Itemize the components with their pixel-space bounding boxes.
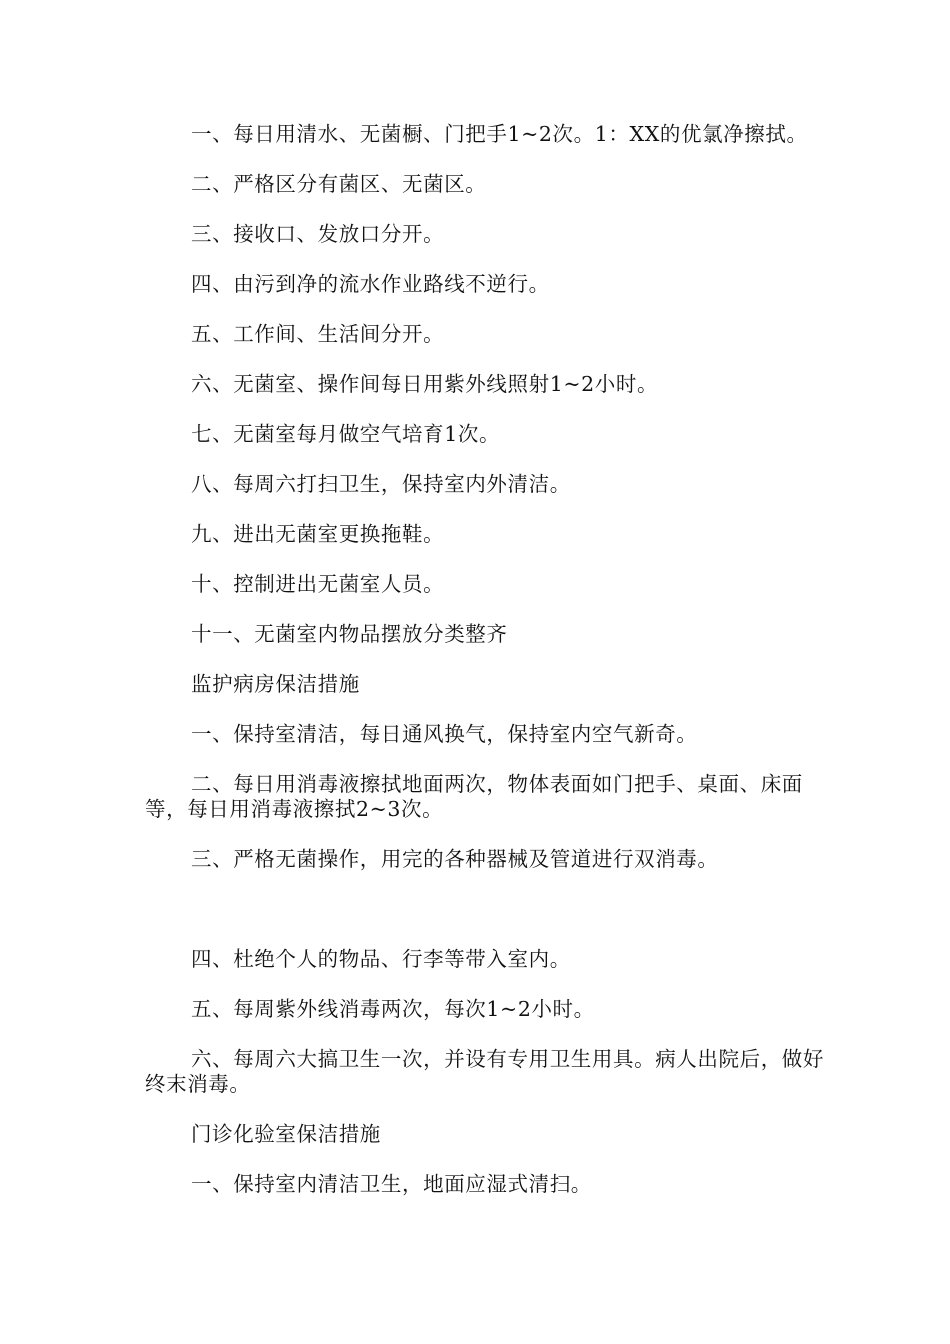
paragraph-1: 一、每日用清水、无菌橱、门把手1~2次。1：XX的优氯净擦拭。 — [191, 122, 808, 146]
section-heading-icu: 监护病房保洁措施 — [191, 672, 360, 696]
paragraph-2: 二、严格区分有菌区、无菌区。 — [191, 172, 487, 196]
paragraph-3: 三、接收口、发放口分开。 — [191, 222, 445, 246]
paragraph-16: 五、每周紫外线消毒两次，每次1~2小时。 — [191, 997, 595, 1021]
paragraph-6: 六、无菌室、操作间每日用紫外线照射1~2小时。 — [191, 372, 659, 396]
paragraph-4: 四、由污到净的流水作业路线不逆行。 — [191, 272, 550, 296]
paragraph-9: 九、进出无菌室更换拖鞋。 — [191, 522, 445, 546]
paragraph-12: 一、保持室清洁，每日通风换气，保持室内空气新奇。 — [191, 722, 698, 746]
paragraph-8: 八、每周六打扫卫生，保持室内外清洁。 — [191, 472, 571, 496]
document-body — [145, 122, 835, 1197]
paragraph-7: 七、无菌室每月做空气培育1次。 — [191, 422, 501, 446]
paragraph-15: 四、杜绝个人的物品、行李等带入室内。 — [191, 947, 571, 971]
paragraph-14: 三、严格无菌操作，用完的各种器械及管道进行双消毒。 — [191, 847, 719, 871]
paragraph-13: 二、每日用消毒液擦拭地面两次，物体表面如门把手、桌面、床面等，每日用消毒液擦拭2~3次。 — [145, 772, 803, 821]
paragraph-5: 五、工作间、生活间分开。 — [191, 322, 445, 346]
paragraph-17: 六、每周六大搞卫生一次，并设有专用卫生用具。病人出院后，做好终末消毒。 — [145, 1047, 824, 1096]
paragraph-18: 一、保持室内清洁卫生，地面应湿式清扫。 — [191, 1172, 592, 1196]
section-heading-lab: 门诊化验室保洁措施 — [191, 1122, 381, 1146]
paragraph-10: 十、控制进出无菌室人员。 — [191, 572, 445, 596]
paragraph-11: 十一、无菌室内物品摆放分类整齐 — [191, 622, 508, 646]
